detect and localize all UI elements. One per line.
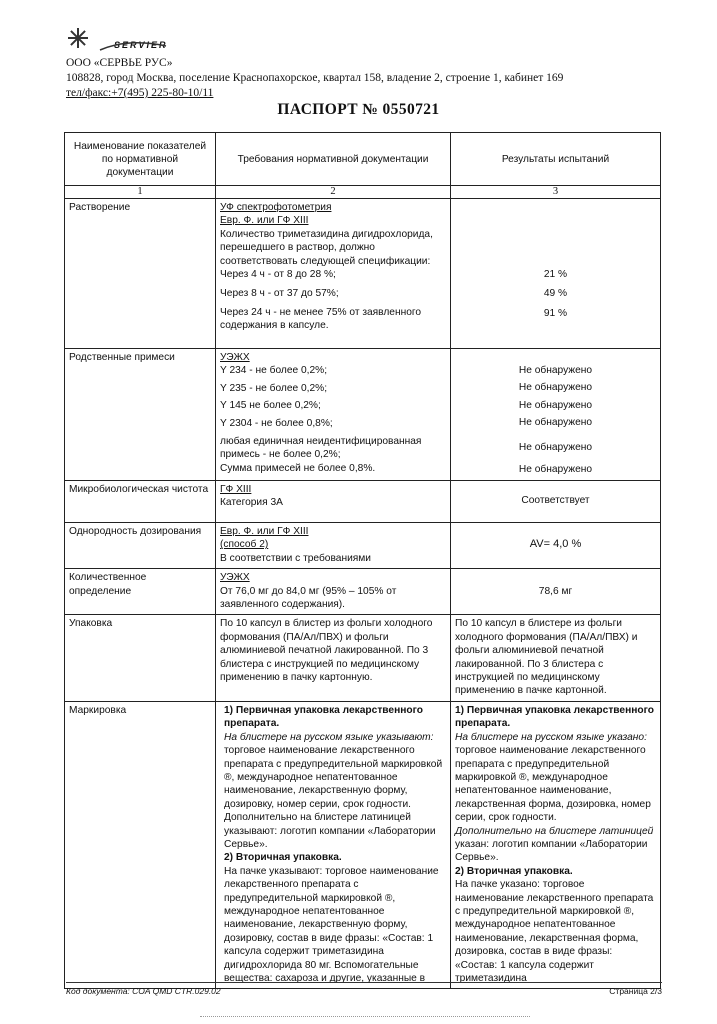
document-code: Код документа: COA QMD CTR.029.02: [66, 986, 221, 996]
company-phone: тел/факс:+7(495) 225-80-10/11: [66, 87, 214, 99]
table-row: [65, 349, 661, 481]
row-name: Маркировка: [65, 701, 216, 989]
row-requirements: По 10 капсул в блистер из фольги холодного формования (ПА/Ал/ПВХ) и фольги алюминиевой печатной лакированной. По 3 блистера с инструкцией по медицинскому применению в пачку картонную.: [216, 615, 451, 701]
table-row: [65, 199, 661, 349]
row-name: Упаковка: [65, 615, 216, 701]
document-header: [66, 24, 666, 101]
requirement-item: От 76,0 мг до 84,0 мг (95% – 105% от заявленного содержания).: [220, 585, 397, 611]
method-label: ГФ XIII: [220, 484, 252, 495]
marking-text: указан: логотип компании «Лаборатории Сервье».: [455, 838, 648, 864]
method-label: УФ спектрофотометрия: [220, 202, 332, 213]
marking-text: Дополнительно на блистере латиницей указывают: логотип компании «Лаборатории Сервье».: [224, 812, 436, 850]
table-header-row: [65, 133, 661, 186]
row-results: По 10 капсул в блистере из фольги холодного формования (ПА/Ал/ПВХ) и фольги алюминиевой печатной лакированной. По 3 блистера с инструкцией по медицинскому применению в пачке картонной.: [451, 615, 661, 701]
column-header: Наименование показателей по нормативной документации: [65, 133, 216, 186]
result-value: Не обнаружено: [518, 441, 593, 453]
requirement-item: В соответствии с требованиями: [220, 552, 371, 564]
requirement-item: Y 145 не более 0,2%;: [220, 400, 321, 412]
marking-heading: 2) Вторичная упаковка.: [224, 852, 342, 864]
table-row: [65, 481, 661, 523]
row-requirements: [216, 481, 451, 523]
requirement-item: Через 24 ч - не менее 75% от заявленного содержания в капсуле.: [220, 306, 422, 332]
company-address: 108828, город Москва, поселение Краснопахорское, квартал 158, владение 2, строение 1, кабинет 169: [66, 72, 564, 84]
row-name: Родственные примеси: [65, 349, 216, 481]
row-name: Количественное определение: [65, 569, 216, 615]
result-value: Не обнаружено: [518, 417, 593, 429]
table-row: [65, 615, 661, 701]
servier-logo-icon: [66, 26, 90, 50]
marking-heading: 1) Первичная упаковка лекарственного препарата.: [455, 704, 654, 730]
row-results: [451, 199, 661, 349]
result-value: Не обнаружено: [518, 365, 593, 376]
result-value: Не обнаружено: [518, 382, 593, 394]
table-row: [65, 701, 661, 989]
marking-heading: 1) Первичная упаковка лекарственного препарата.: [224, 704, 423, 730]
page-number: Страница 2/3: [609, 986, 662, 996]
row-requirements: [216, 701, 451, 989]
marking-subheading: На блистере на русском языке указывают:: [224, 731, 434, 743]
requirement-item: Сумма примесей не более 0,8%.: [220, 462, 376, 474]
column-number: 1: [65, 186, 216, 199]
method-label: Евр. Ф. или ГФ XIII: [220, 526, 309, 537]
requirement-item: Y 234 - не более 0,2%;: [220, 365, 328, 377]
logo-text: SERVIER: [114, 40, 168, 50]
marking-text: торговое наименование лекарственного препарата с предупредительной маркировкой ®, международное непатентованное наименование, лекарственную форму, дозировку, номер серии, срок годности.: [224, 745, 443, 810]
company-name: ООО «СЕРВЬЕ РУС»: [66, 57, 173, 69]
requirement-item: Категория 3А: [220, 497, 283, 509]
requirement-text: Количество триметазидина дигидрохлорида, перешедшего в раствор, должно соответствовать следующей спецификации:: [220, 228, 433, 267]
row-results: [451, 349, 661, 481]
column-number-row: [65, 186, 661, 199]
passport-table: [64, 132, 661, 989]
result-value: 49 %: [543, 288, 568, 300]
column-header: Требования нормативной документации: [216, 133, 451, 186]
logo-swoosh-icon: [98, 40, 168, 52]
row-requirements: [216, 569, 451, 615]
method-label: УЭЖХ: [220, 352, 250, 363]
marking-text: торговое наименование лекарственного препарата с предупредительной маркировкой ®, международное непатентованное наименование, лекарственная форма, дозировка, номер серии, срок годности.: [455, 745, 651, 824]
requirement-item: любая единичная неидентифицированная примесь - не более 0,2%;: [220, 436, 422, 461]
result-value: Не обнаружено: [518, 399, 593, 411]
column-number: 2: [216, 186, 451, 199]
row-name: Однородность дозирования: [65, 523, 216, 569]
servier-logo: [66, 24, 666, 56]
requirement-item: Y 2304 - не более 0,8%;: [220, 417, 333, 429]
marking-text: На пачке указывают: торговое наименование лекарственного препарата с предупредительной маркировкой ®, международное непатентованное наименование, лекарственную форму, дозировку, состав в виде фразы: «Состав: 1 капсула содержит триметазидина дигидрохлорида 80 мг. Вспомогательные вещества: сахароза и другие, указанные в: [224, 865, 439, 984]
method-label: Евр. Ф. или ГФ XIII: [220, 215, 309, 227]
column-header: Результаты испытаний: [451, 133, 661, 186]
result-value: 78,6 мг: [451, 569, 661, 615]
page-footer: [66, 982, 662, 996]
row-requirements: [216, 199, 451, 349]
table-row: [65, 569, 661, 615]
requirement-item: Y 235 - не более 0,2%;: [220, 382, 328, 394]
marking-heading: 2) Вторичная упаковка.: [455, 865, 573, 877]
marking-subheading: Дополнительно на блистере латиницей: [455, 825, 654, 837]
table-row: [65, 523, 661, 569]
method-label: (способ 2): [220, 539, 269, 551]
result-value: 91 %: [543, 307, 568, 319]
row-requirements: [216, 349, 451, 481]
row-name: Растворение: [65, 199, 216, 349]
scan-artifact-line: [200, 1016, 530, 1018]
requirement-item: Через 4 ч - от 8 до 28 %;: [220, 269, 336, 281]
result-value: AV= 4,0 %: [451, 523, 661, 569]
row-results: [451, 701, 661, 989]
result-value: Соответствует: [451, 481, 661, 523]
row-requirements: [216, 523, 451, 569]
page-title: ПАСПОРТ № 0550721: [277, 101, 440, 118]
marking-text: На пачке указано: торговое наименование лекарственного препарата с предупредительной маркировкой ®, международное непатентованное наименование, лекарственная форма, дозировка, состав в виде фразы: «Состав: 1 капсула содержит триметазидина: [455, 879, 654, 984]
result-value: 21 %: [543, 269, 568, 280]
column-number: 3: [451, 186, 661, 199]
requirement-item: Через 8 ч - от 37 до 57%;: [220, 288, 339, 300]
result-value: Не обнаружено: [518, 464, 593, 476]
method-label: УЭЖХ: [220, 572, 250, 584]
row-name: Микробиологическая чистота: [65, 481, 216, 523]
marking-subheading: На блистере на русском языке указано:: [455, 731, 647, 743]
